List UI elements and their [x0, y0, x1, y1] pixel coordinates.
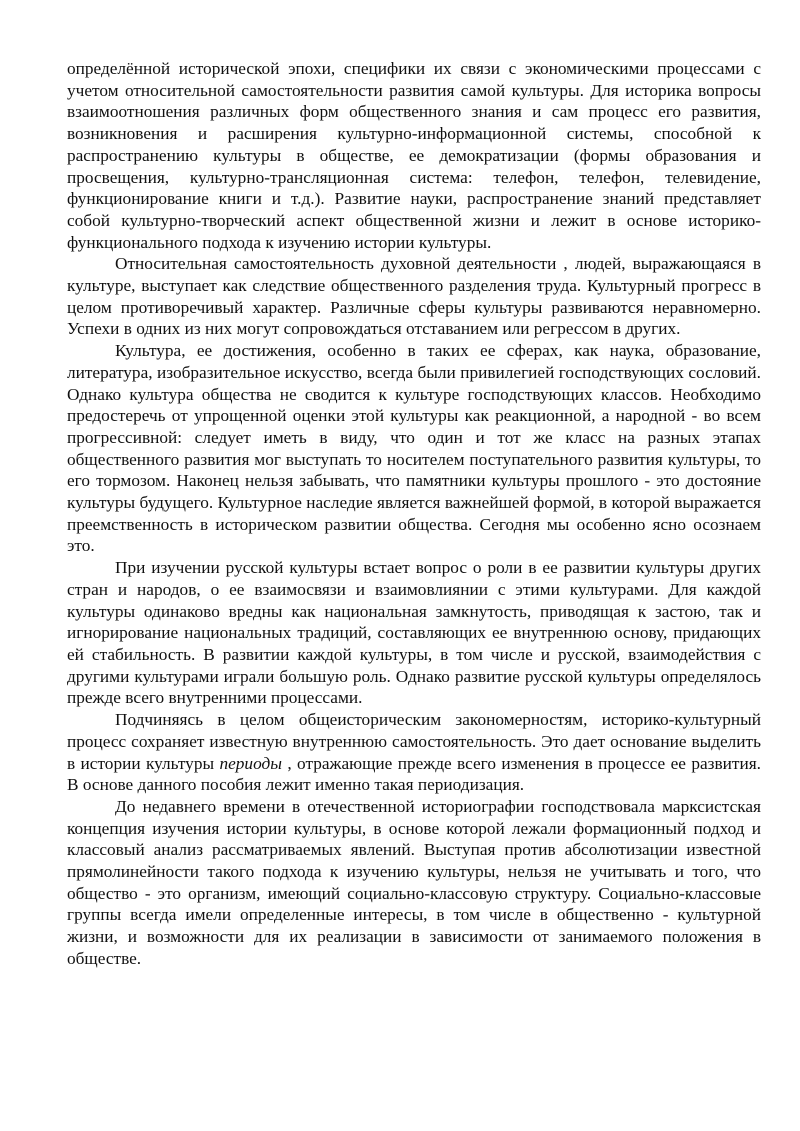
paragraph-6: До недавнего времени в отечественной историографии господствовала марксистская концепция изучения истории культуры, в основе которой лежали формационный подход и классовый анализ рассматриваемых явлений. Выступая против абсолютизации известной прямолинейности такого подхода к изучению культуры, нельзя не учитывать и того, что общество - это организм, имеющий социально-классовую структуру. Социально-классовые группы всегда имели определенные интересы, в том числе в общественно - культурной жизни, и возможности для их реализации в зависимости от занимаемого положения в обществе. [67, 796, 761, 968]
paragraph-4: При изучении русской культуры встает вопрос о роли в ее развитии культуры других стран и народов, о ее взаимосвязи и взаимовлиянии с этими культурами. Для каждой культуры одинаково вредны как национальная замкнутость, приводящая к застою, так и игнорирование национальных традиций, составляющих ее внутреннюю основу, придающих ей стабильность. В развитии каждой культуры, в том числе и русской, взаимодействия с другими культурами играли большую роль. Однако развитие русской культуры определялось прежде всего внутренними процессами. [67, 558, 761, 708]
document-page [67, 58, 761, 970]
paragraph-5-text-before: Подчиняясь в целом общеисторическим закономерностям, историко-культурный процесс сохраняет известную внутреннюю самостоятельность. Это дает основание выделить в истории культуры [67, 710, 761, 773]
paragraph-2: Относительная самостоятельность духовной деятельности , людей, выражающаяся в культуре, выступает как следствие общественного разделения труда. Культурный прогресс в целом противоречивый характер. Различные сферы культуры развиваются неравномерно. Успехи в одних из них могут сопровождаться отставанием или регрессом в других. [67, 254, 761, 339]
paragraph-3: Культура, ее достижения, особенно в таких ее сферах, как наука, образование, литература, изобразительное искусство, всегда были привилегией господствующих сословий. Однако культура общества не сводится к культуре господствующих классов. Необходимо предостеречь от упрощенной оценки этой культуры как реакционной, а народной - во всем прогрессивной: следует иметь в виду, что один и тот же класс на разных этапах общественного развития мог выступать то носителем поступательного развития культуры, то его тормозом. Наконец нельзя забывать, что памятники культуры прошлого - это достояние культуры будущего. Культурное наследие является важнейшей формой, в которой выражается преемственность в историческом развитии общества. Сегодня мы особенно ясно осознаем это. [67, 341, 761, 556]
paragraph-5-italic-term: периоды [219, 753, 282, 773]
paragraph-1: определённой исторической эпохи, специфики их связи с экономическими процессами с учетом относительной самостоятельности развития самой культуры. Для историка вопросы взаимоотношения различных форм общественного знания и сам процесс его развития, возникновения и расширения культурно-информационной системы, способной к распространению культуры в обществе, ее демократизации (формы образования и просвещения, культурно-трансляционная система: телефон, телефон, телевидение, функционирование книги и т.д.). Развитие науки, распространение знаний представляет собой культурно-творческий аспект общественной жизни и лежит в основе историко-функционального подхода к изучению истории культуры. [67, 59, 761, 252]
paragraph-5 [67, 709, 761, 796]
paragraph-5-text-after: , отражающие прежде всего изменения в процессе ее развития. В основе данного пособия лежит именно такая периодизация. [67, 753, 761, 795]
